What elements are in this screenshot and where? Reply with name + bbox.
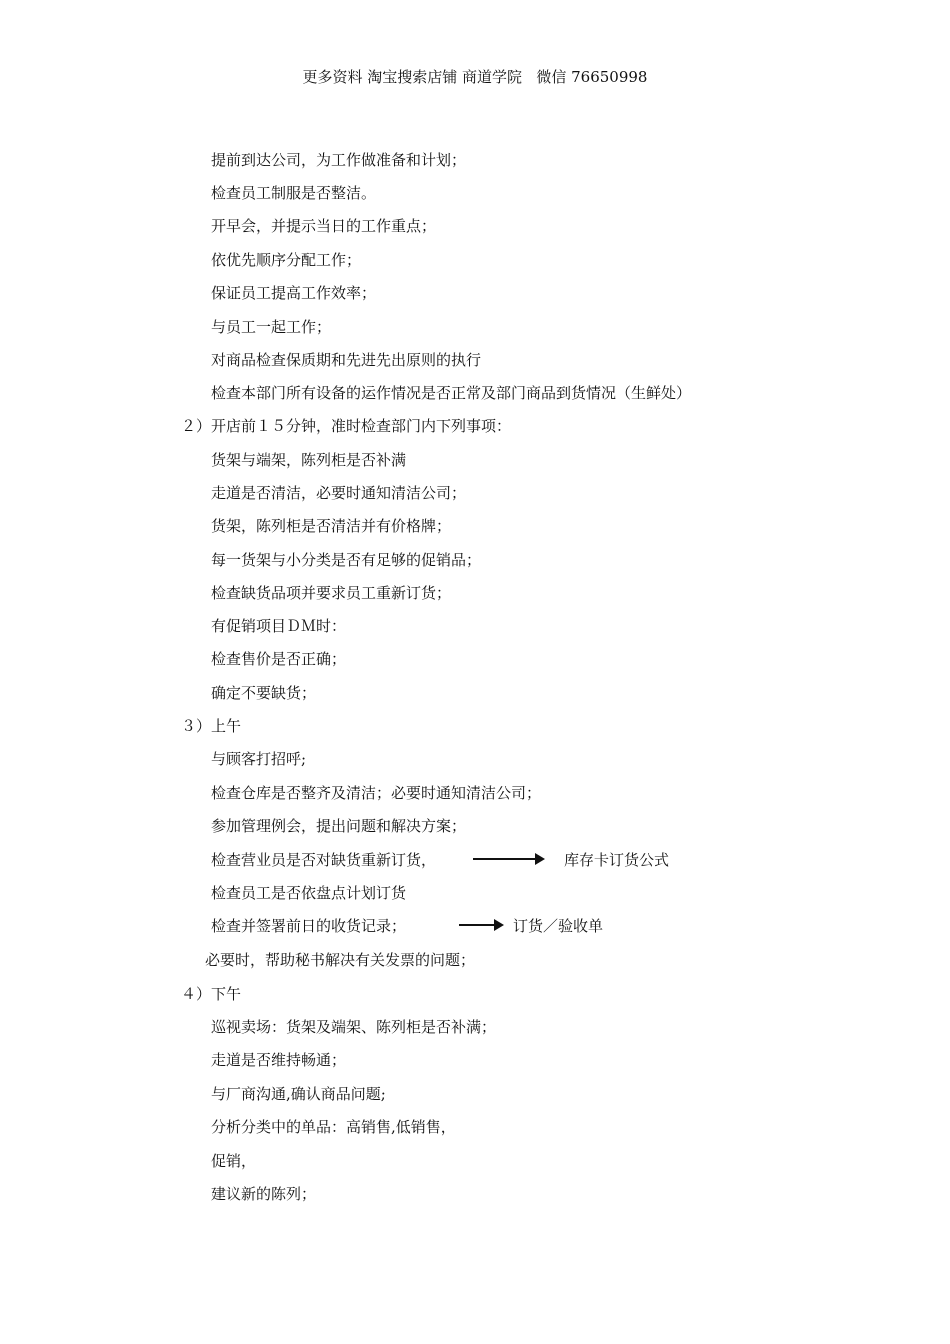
list-item: 开早会，并提示当日的工作重点； bbox=[211, 217, 437, 235]
list-item: 检查营业员是否对缺货重新订货， bbox=[211, 851, 437, 869]
list-item: 保证员工提高工作效率； bbox=[211, 284, 377, 302]
list-item: 促销， bbox=[211, 1152, 257, 1170]
list-item: 依优先顺序分配工作； bbox=[211, 251, 362, 269]
list-item: 参加管理例会，提出问题和解决方案； bbox=[211, 817, 467, 835]
section-title: 下午 bbox=[211, 985, 242, 1003]
right-arrow-icon bbox=[473, 853, 545, 865]
list-item: 检查缺货品项并要求员工重新订货； bbox=[211, 584, 452, 602]
list-item: 检查售价是否正确； bbox=[211, 650, 347, 668]
section-title: 上午 bbox=[211, 717, 242, 735]
list-item: 巡视卖场：货架及端架、陈列柜是否补满； bbox=[211, 1018, 497, 1036]
list-item: 有促销项目ＤＭ时： bbox=[211, 617, 347, 635]
list-item: 检查仓库是否整齐及清洁；必要时通知清洁公司； bbox=[211, 784, 542, 802]
list-item: 检查并签署前日的收货记录； bbox=[211, 917, 407, 935]
list-item: 检查员工是否依盘点计划订货 bbox=[211, 884, 407, 902]
arrow-target-label: 订货／验收单 bbox=[513, 917, 604, 935]
list-item: 确定不要缺货； bbox=[211, 684, 317, 702]
list-item: 检查员工制服是否整洁。 bbox=[211, 184, 377, 202]
list-item: 货架与端架，陈列柜是否补满 bbox=[211, 451, 407, 469]
section-number: ３） bbox=[181, 717, 212, 735]
list-item: 与员工一起工作； bbox=[211, 318, 332, 336]
list-item: 检查本部门所有设备的运作情况是否正常及部门商品到货情况（生鲜处） bbox=[211, 384, 692, 402]
right-arrow-icon bbox=[459, 919, 504, 931]
list-item: 走道是否清洁，必要时通知清洁公司； bbox=[211, 484, 467, 502]
list-item: 货架，陈列柜是否清洁并有价格牌； bbox=[211, 517, 452, 535]
page-header: 更多资料 淘宝搜索店铺 商道学院 微信 76650998 bbox=[302, 68, 648, 86]
section-title: 开店前１５分钟，准时检查部门内下列事项： bbox=[211, 417, 512, 435]
list-item: 对商品检查保质期和先进先出原则的执行 bbox=[211, 351, 482, 369]
list-item: 与厂商沟通,确认商品问题; bbox=[211, 1085, 386, 1103]
list-item: 建议新的陈列； bbox=[211, 1185, 317, 1203]
list-item: 与顾客打招呼; bbox=[211, 750, 307, 768]
list-item: 必要时，帮助秘书解决有关发票的问题； bbox=[205, 951, 476, 969]
list-item: 提前到达公司，为工作做准备和计划； bbox=[211, 151, 467, 169]
section-number: ２） bbox=[181, 417, 212, 435]
list-item: 分析分类中的单品：高销售,低销售， bbox=[211, 1118, 456, 1136]
list-item: 每一货架与小分类是否有足够的促销品； bbox=[211, 551, 482, 569]
arrow-target-label: 库存卡订货公式 bbox=[564, 851, 670, 869]
section-number: ４） bbox=[181, 985, 212, 1003]
list-item: 走道是否维持畅通； bbox=[211, 1051, 347, 1069]
